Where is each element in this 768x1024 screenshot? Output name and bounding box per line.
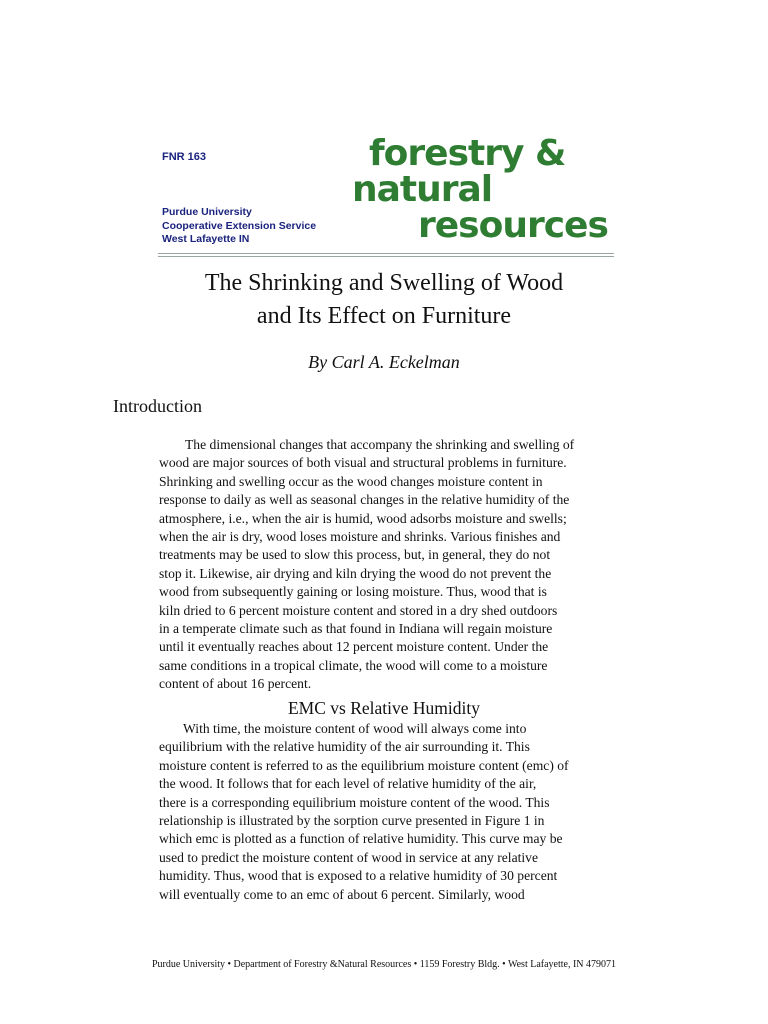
- text-line: kiln dried to 6 percent moisture content and stored in a dry shed outdoors: [159, 602, 558, 618]
- text-line: equilibrium with the relative humidity of the air surrounding it. This: [159, 739, 530, 755]
- logo-line: natural: [352, 169, 493, 210]
- text-line: content of about 16 percent.: [159, 676, 312, 692]
- section-heading-emc: EMC vs Relative Humidity: [287, 698, 480, 718]
- forestry-natural-resources-logo: [348, 130, 610, 250]
- text-line: the wood. It follows that for each level of relative humidity of the air,: [159, 776, 537, 792]
- title-line: The Shrinking and Swelling of Wood: [204, 270, 564, 296]
- text-line: response to daily as well as seasonal changes in the relative humidity of the: [159, 492, 570, 508]
- text-line: wood are major sources of both visual and structural problems in furniture.: [159, 455, 567, 471]
- text-line: when the air is dry, wood loses moisture and shrinks. Various finishes and: [159, 529, 561, 545]
- text-line: used to predict the moisture content of wood in service at any relative: [159, 849, 538, 865]
- text-line: in a temperate climate such as that found in Indiana will regain moisture: [159, 621, 553, 637]
- publication-code: FNR 163: [162, 151, 207, 163]
- logo-line: resources: [418, 205, 608, 246]
- logo-line: forestry &: [369, 133, 566, 174]
- text-line: atmosphere, i.e., when the air is humid, wood adsorbs moisture and swells;: [159, 510, 567, 526]
- text-line: which emc is plotted as a function of relative humidity. This curve may be: [159, 831, 563, 847]
- emc-paragraph: [159, 720, 619, 904]
- section-heading-introduction: Introduction: [113, 396, 202, 416]
- publication-header: [158, 130, 614, 260]
- document-title: [100, 267, 668, 333]
- text-line: The dimensional changes that accompany the shrinking and swelling of: [185, 437, 575, 452]
- text-line: With time, the moisture content of wood will always come into: [183, 721, 527, 736]
- affiliation-line: Purdue University: [162, 206, 252, 218]
- introduction-paragraph: [159, 436, 619, 694]
- author-byline: By Carl A. Eckelman: [308, 352, 460, 372]
- text-line: relationship is illustrated by the sorption curve presented in Figure 1 in: [159, 813, 545, 829]
- text-line: moisture content is referred to as the equilibrium moisture content (emc) of: [159, 757, 569, 773]
- text-line: treatments may be used to slow this process, but, in general, they do not: [159, 547, 551, 563]
- text-line: same conditions in a tropical climate, the wood will come to a moisture: [159, 657, 548, 673]
- text-line: until it eventually reaches about 12 percent moisture content. Under the: [159, 639, 549, 655]
- text-line: stop it. Likewise, air drying and kiln drying the wood do not prevent the: [159, 565, 552, 581]
- text-line: humidity. Thus, wood that is exposed to a relative humidity of 30 percent: [159, 868, 558, 884]
- text-line: Shrinking and swelling occur as the wood changes moisture content in: [159, 473, 543, 489]
- title-line: and Its Effect on Furniture: [256, 303, 512, 329]
- text-line: will eventually come to an emc of about 6 percent. Similarly, wood: [159, 886, 525, 902]
- page-footer: Purdue University • Department of Forestry &Natural Resources • 1159 Forestry Bldg. • West Lafayette, IN 479071: [151, 959, 617, 970]
- affiliation-block: [162, 206, 316, 247]
- affiliation-line: West Lafayette IN: [162, 233, 250, 245]
- text-line: there is a corresponding equilibrium moisture content of the wood. This: [159, 794, 550, 810]
- affiliation-line: Cooperative Extension Service: [162, 219, 317, 232]
- header-divider: [158, 256, 614, 257]
- header-divider: [158, 253, 614, 254]
- text-line: wood from subsequently gaining or losing moisture. Thus, wood that is: [159, 584, 547, 600]
